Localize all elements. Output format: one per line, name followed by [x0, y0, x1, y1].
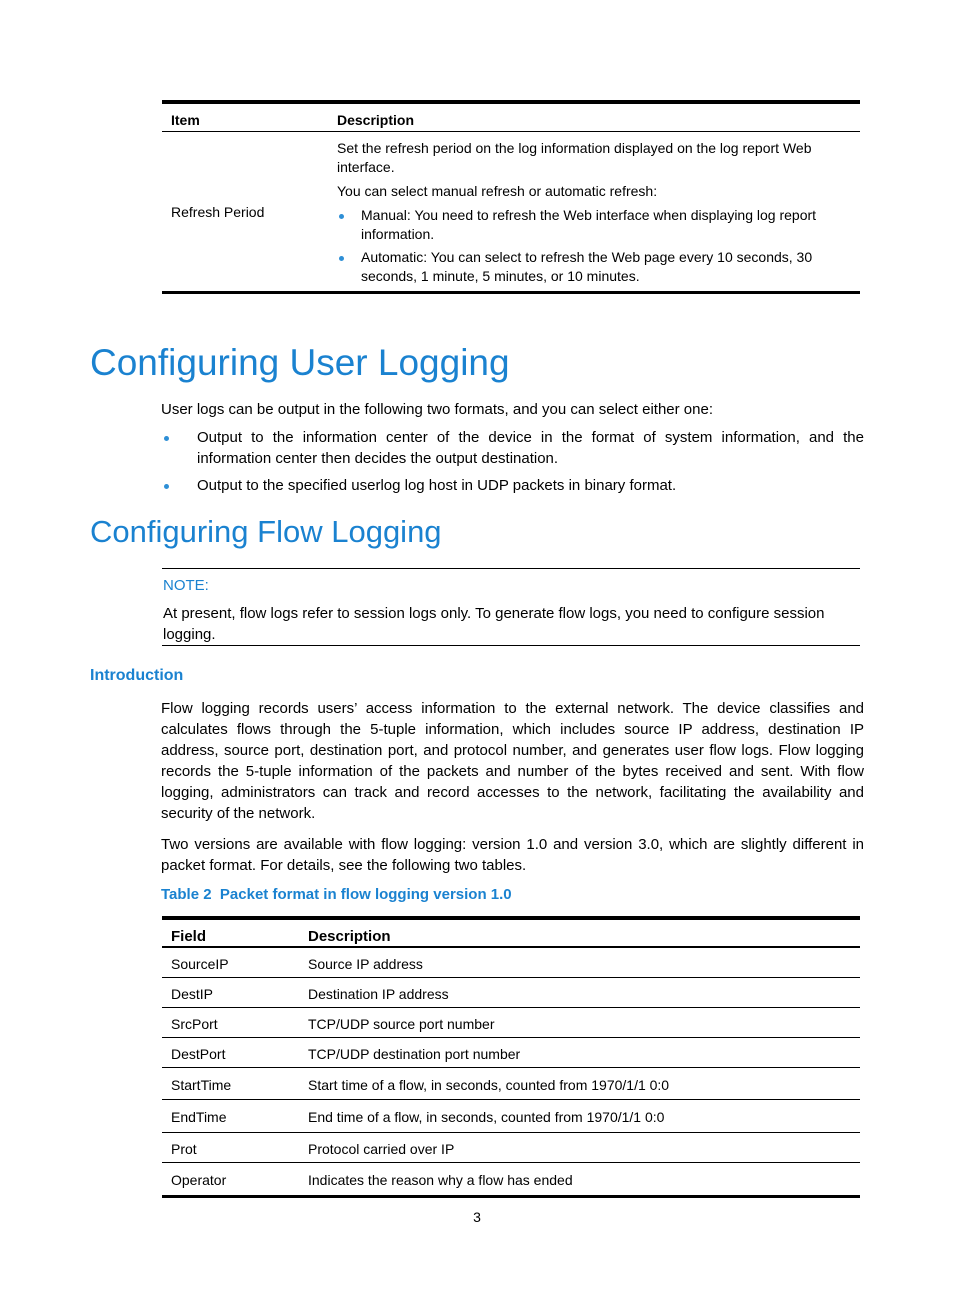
- user-logging-bullet-1: Output to the information center of the device in the format of system information, and the information center then decides the output destination.: [161, 427, 864, 469]
- table-row: [162, 1100, 860, 1133]
- description-cell: Destination IP address: [308, 986, 449, 1002]
- header-item: Item: [171, 112, 200, 128]
- field-cell: EndTime: [171, 1109, 227, 1125]
- description-cell: TCP/UDP destination port number: [308, 1046, 521, 1062]
- desc-paragraph: You can select manual refresh or automatic refresh:: [337, 183, 658, 199]
- description-cell: [337, 139, 837, 290]
- section-title-flow-logging: Configuring Flow Logging: [90, 514, 442, 549]
- desc-bullet-list: [337, 206, 837, 286]
- field-cell: DestPort: [171, 1046, 226, 1062]
- field-cell: Operator: [171, 1172, 227, 1188]
- table-row: [162, 948, 860, 978]
- table-row: [162, 978, 860, 1008]
- description-cell: End time of a flow, in seconds, counted from 1970/1/1 0:0: [308, 1109, 665, 1125]
- header-description: Description: [337, 112, 415, 128]
- table-caption: Table 2 Packet format in flow logging version 1.0: [161, 886, 512, 903]
- bullet-automatic: Automatic: You can select to refresh the Web page every 10 seconds, 30 seconds, 1 minute, 5 minutes, or 10 minutes.: [337, 248, 837, 286]
- description-cell: Source IP address: [308, 956, 423, 972]
- description-cell: Indicates the reason why a flow has ended: [308, 1172, 573, 1188]
- packet-format-table: [162, 916, 860, 1198]
- subsection-title-introduction: Introduction: [90, 667, 184, 684]
- description-cell: Protocol carried over IP: [308, 1141, 455, 1157]
- item-cell: Refresh Period: [171, 204, 265, 220]
- table-row: [162, 1038, 860, 1068]
- note-box: [162, 568, 860, 646]
- note-label: NOTE:: [163, 577, 209, 594]
- table-row: [162, 1163, 860, 1195]
- introduction-paragraph-2: Two versions are available with flow logging: version 1.0 and version 3.0, which are slightly different in packet format. For details, see the following two tables.: [161, 836, 864, 874]
- table-row: [162, 1133, 860, 1163]
- user-logging-intro: User logs can be output in the following two formats, and you can select either one:: [161, 401, 713, 418]
- field-cell: SrcPort: [171, 1016, 218, 1032]
- table-header-row: [162, 104, 860, 132]
- description-cell: Start time of a flow, in seconds, counted from 1970/1/1 0:0: [308, 1077, 670, 1093]
- field-cell: SourceIP: [171, 956, 229, 972]
- bullet-manual: Manual: You need to refresh the Web interface when displaying log report information.: [337, 206, 837, 244]
- user-logging-bullet-2: Output to the specified userlog log host in UDP packets in binary format.: [161, 475, 864, 496]
- field-cell: StartTime: [171, 1077, 232, 1093]
- table-header-row: [162, 920, 860, 948]
- field-cell: DestIP: [171, 986, 214, 1002]
- table-row: [162, 1008, 860, 1038]
- table-row: [162, 1068, 860, 1100]
- field-cell: Prot: [171, 1141, 197, 1157]
- note-text: At present, flow logs refer to session logs only. To generate flow logs, you need to configure session logging.: [163, 605, 825, 643]
- section-title-user-logging: Configuring User Logging: [90, 342, 510, 383]
- header-description: Description: [308, 928, 391, 945]
- description-cell: TCP/UDP source port number: [308, 1016, 495, 1032]
- refresh-period-table: [162, 100, 860, 294]
- header-field: Field: [171, 928, 207, 945]
- page-number: 3: [473, 1209, 481, 1225]
- desc-paragraph: Set the refresh period on the log information displayed on the log report Web interface.: [337, 140, 812, 175]
- table-row: [162, 132, 860, 291]
- introduction-paragraph-1: Flow logging records users’ access information to the external network. The device classifies and calculates flows through the 5-tuple information, which includes source IP address, destination IP address, source port, destination port, and protocol number, and generates user flow logs. Flow logging records the 5-tuple information of the packets and number of the bytes received and sent. With flow logging, administrators can track and record accesses to the network, facilitating the availability and security of the network.: [161, 700, 864, 822]
